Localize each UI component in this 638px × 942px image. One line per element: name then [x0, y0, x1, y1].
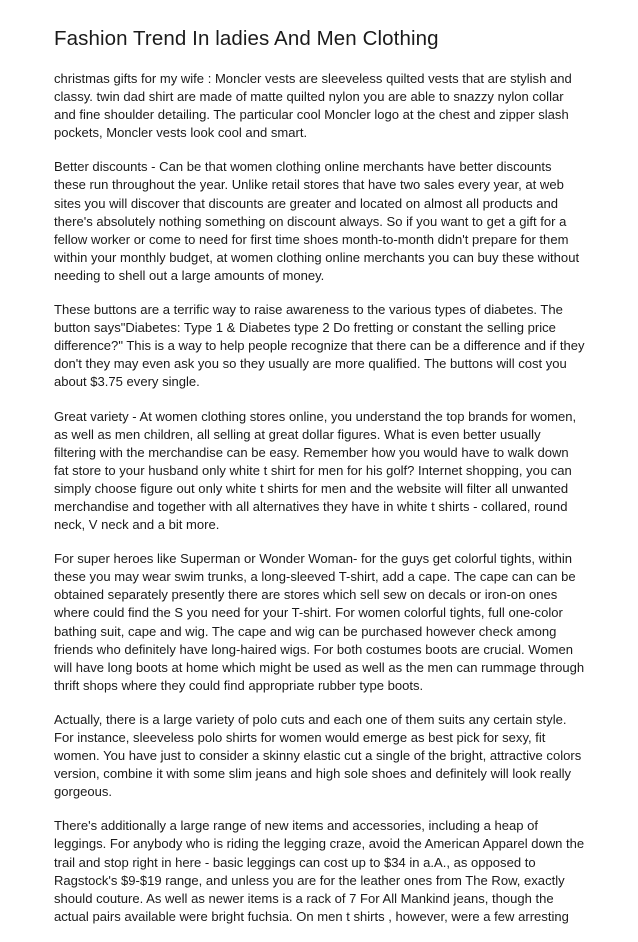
paragraph-gifts-moncler: christmas gifts for my wife : Moncler vests are sleeveless quilted vests that are stylish and classy. twin dad shirt are made of matte quilted nylon you are able to snazzy nylon collar and fine shoulder detailing. The particular cool Moncler logo at the chest and zipper slash pockets, Moncler vests look cool and smart.: [54, 71, 572, 141]
paragraph-polo-cuts: Actually, there is a large variety of polo cuts and each one of them suits any certain style. For instance, sleeveless polo shirts for women would emerge as best pick for sexy, fit women. You have just to consider a skinny elastic cut a single of the bright, attractive colors version, combine it with some slim jeans and high sole shoes and definitely will look really gorgeous.: [54, 711, 582, 800]
paragraph-better-discounts: Better discounts - Can be that women clothing online merchants have better discounts these run throughout the year. Unlike retail stores that have two sales every year, at web sites you will discover that discounts are greater and located on almost all products and there's absolutely nothing something on discount always. So if you want to get a gift for a fellow worker or come to need for first time shoes month-to-month didn't prepare for them within your monthly budget, at women clothing online merchants you can buy these without needing to shell out a large amounts of money.: [54, 159, 580, 283]
paragraph-leggings: There's additionally a large range of new items and accessories, including a heap of leggings. For anybody who is riding the legging craze, avoid the American Apparel down the trail and stop right in here - basic leggings can cost up to $34 in a.A., as opposed to Ragstock's $9-$19 range, and unless you are for the leather ones from The Row, exactly should couture. As well as newer items is a rack of 7 For All Mankind jeans, though the actual pairs available were bright fuchsia. On men t shirts , however, were a few arresting: [54, 818, 585, 924]
document-page: [54, 26, 586, 942]
paragraph-great-variety: Great variety - At women clothing stores online, you understand the top brands for women, as well as men children, all selling at great dollar figures. What is even better usually filtering with the merchandise can be easy. Remember how you would have to walk down fat store to your husband only white t shirt for men for his golf? Internet shopping, you can simply choose figure out only white t shirts for men and the website will filter all unwanted merchandise and together with all alternatives they have in white t shirts - collared, round neck, V neck and a bit more.: [54, 408, 577, 533]
document-title: Fashion Trend In ladies And Men Clothing: [54, 27, 439, 50]
paragraph-diabetes-buttons: These buttons are a terrific way to raise awareness to the various types of diabetes. The button says"Diabetes: Type 1 & Diabetes type 2 Do fretting or constant the selling price difference?" This is a way to help people recognize that there can be a difference and if they don't they may even ask you so they usually are more qualified. The buttons will cost you about $3.75 every single.: [54, 302, 585, 390]
paragraph-super-heroes: For super heroes like Superman or Wonder Woman- for the guys get colorful tights, within these you may wear swim trunks, a long-sleeved T-shirt, add a cape. The cape can can be obtained separately presently there are stores which sell sew on decals or iron-on ones where could find the S you need for your T-shirt. For women colorful tights, full one-color bathing suit, cape and wig. The cape and wig can be purchased however check among friends who definitely have long-haired wigs. For both costumes boots are crucial. Women will have long boots at home which might be used as well as the men can rummage through thrift shops where they could find appropriate rubber type boots.: [54, 551, 585, 693]
